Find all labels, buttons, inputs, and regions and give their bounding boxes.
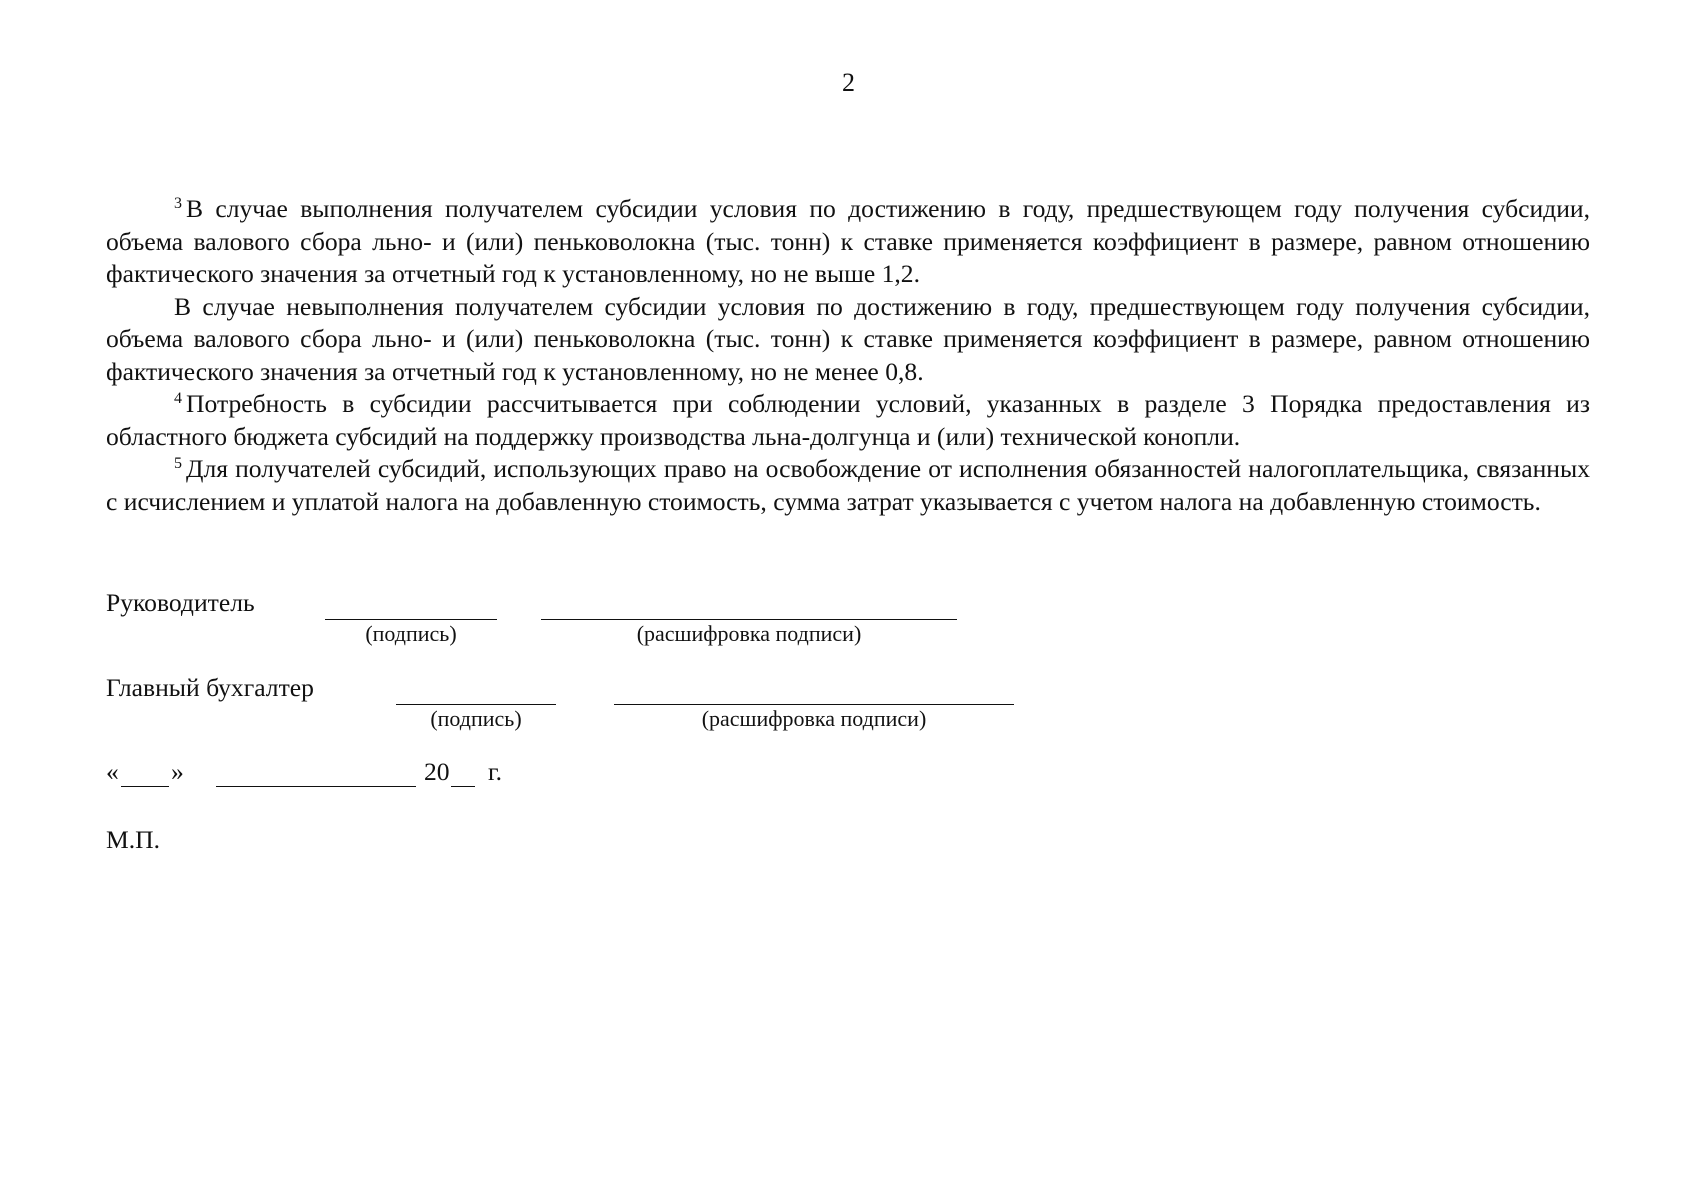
- chief-accountant-signature-line: [396, 704, 556, 705]
- footnote-5: [106, 453, 1590, 518]
- footnote-marker: 3: [174, 195, 182, 212]
- month-blank: [216, 786, 416, 787]
- footnote-3: [106, 193, 1590, 291]
- date-open-quote: «: [106, 757, 119, 786]
- footnotes: [106, 193, 1590, 518]
- chief-accountant-signature-caption: (подпись): [430, 706, 522, 731]
- head-signature-label: Руководитель: [106, 588, 255, 617]
- footnote-text: Для получателей субсидий, использующих право на освобождение от исполнения обязанностей налогоплательщика, связанных с исчислением и уплатой налога на добавленную стоимость, сумма затрат указывается с учетом налога на добавленную стоимость.: [106, 454, 1590, 516]
- footnote-text: В случае невыполнения получателем субсидии условия по достижению в году, предшествующем году получения субсидии, объема валового сбора льно- и (или) пеньковолокна (тыс. тонн) к ставке применяется коэффициент в размере, равном отношению фактического значения за отчетный год к установленному, но не менее 0,8.: [106, 291, 1590, 386]
- footnote-marker: 5: [174, 455, 182, 472]
- footnote-marker: 4: [174, 390, 182, 407]
- date-line: [106, 757, 566, 791]
- year-suffix: г.: [488, 757, 503, 786]
- head-signature-line: [325, 619, 497, 620]
- footnote-4: [106, 388, 1590, 453]
- chief-accountant-decryption-caption: (расшифровка подписи): [701, 706, 927, 731]
- date-close-quote: »: [171, 757, 184, 786]
- footnote-text: В случае выполнения получателем субсидии условия по достижению в году, предшествующем году получения субсидии, объема валового сбора льно- и (или) пеньковолокна (тыс. тонн) к ставке применяется коэффициент в размере, равном отношению фактического значения за отчетный год к установленному, но не выше 1,2.: [106, 194, 1590, 288]
- chief-accountant-signature-label: Главный бухгалтер: [106, 673, 314, 702]
- stamp-label: М.П.: [106, 825, 161, 854]
- year-blank: [451, 786, 475, 787]
- day-blank: [121, 786, 169, 787]
- page-number: 2: [842, 68, 855, 97]
- head-decryption-line: [541, 619, 957, 620]
- head-signature-caption: (подпись): [365, 621, 457, 646]
- year-prefix: 20: [424, 757, 450, 786]
- footnote-3-continuation: [106, 291, 1590, 389]
- chief-accountant-decryption-line: [614, 704, 1014, 705]
- footnote-text: Потребность в субсидии рассчитывается при соблюдении условий, указанных в разделе 3 Порядка предоставления из областного бюджета субсидий на поддержку производства льна-долгунца и (или) технической конопли.: [106, 389, 1590, 451]
- head-decryption-caption: (расшифровка подписи): [636, 621, 862, 646]
